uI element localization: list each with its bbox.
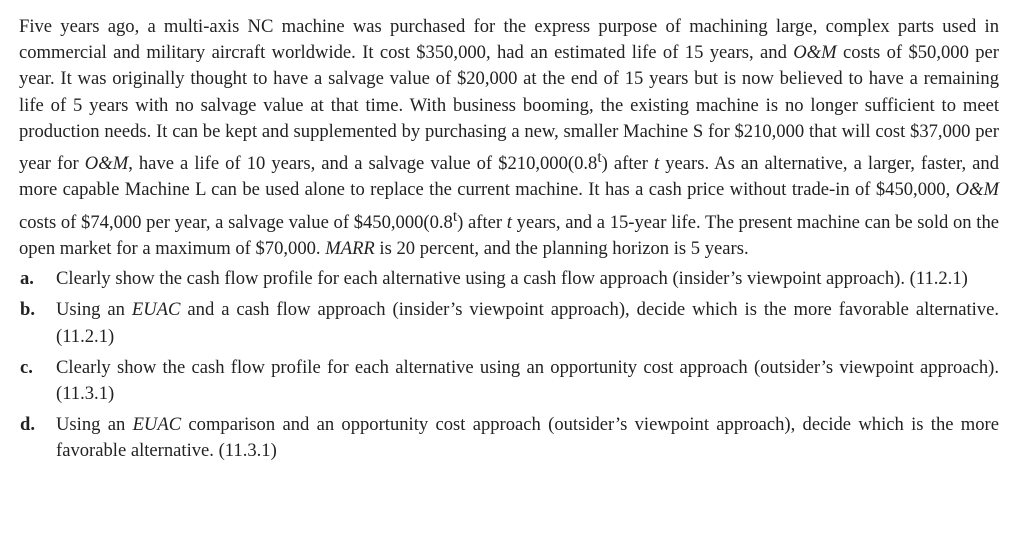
problem-text-9: is 20 percent, and the planning horizon is 5 years. — [374, 238, 749, 259]
marr-term: MARR — [325, 238, 375, 259]
problem-text-5: years. As an alternative, a larger, faster, and more capable Machine L can be used alone to replace the current machine. It has a cash price without trade-in of $450,000, — [19, 153, 1000, 201]
exponent-t: t — [452, 207, 458, 225]
euac-term: EUAC — [132, 414, 182, 436]
part-text: Clearly show the cash flow profile for each alternative using a cash flow approach (insider’s viewpoint approach). (11.2.1) — [56, 268, 968, 290]
part-text: Using an — [56, 299, 132, 321]
part-text-continued: and a cash flow approach (insider’s viewpoint approach), decide which is the more favorable alternative. (11.2.1) — [56, 299, 999, 347]
question-part-c — [19, 355, 999, 407]
part-letter: c. — [20, 356, 33, 378]
om-term: O&M — [84, 153, 129, 175]
problem-page — [19, 14, 999, 470]
variable-t: t — [506, 211, 512, 233]
problem-text-1: Five years ago, a multi-axis NC machine was purchased for the express purpose of machining large, complex parts used in commercial and military aircraft worldwide. It cost $350,000, had an estimated life of 15 years, and — [19, 16, 999, 64]
problem-statement — [19, 14, 999, 262]
question-part-b — [19, 297, 999, 349]
om-term: O&M — [955, 179, 999, 201]
part-text: Using an — [56, 414, 133, 436]
problem-text-3: , have a life of 10 years, and a salvage value of $210,000(0.8 — [128, 153, 598, 175]
part-letter: b. — [20, 299, 35, 321]
question-part-a — [19, 266, 999, 292]
om-term: O&M — [793, 42, 837, 64]
variable-t: t — [654, 153, 660, 175]
problem-text-2: costs of $50,000 per year. It was originally thought to have a salvage value of $20,000 at the end of 15 years but is now believed to have a remaining life of 5 years with no salvage value at that time. With business booming, the existing machine is no longer sufficient to meet production needs. It can be kept and supplemented by purchasing a new, smaller Machine S for $210,000 that will cost $37,000 per year for — [19, 42, 999, 175]
exponent-t: t — [597, 149, 602, 167]
problem-text-8: years, and a 15-year life. The present machine can be sold on the open market for a maximum of $70,000. — [19, 211, 999, 259]
part-text-continued: comparison and an opportunity cost approach (outsider’s viewpoint approach), decide which is the more favorable alternative. (11.3.1) — [56, 414, 999, 462]
euac-term: EUAC — [131, 299, 181, 321]
question-part-d — [19, 412, 999, 464]
problem-text-4: ) after — [601, 153, 655, 175]
problem-text-7: ) after — [457, 211, 507, 233]
part-letter: a. — [20, 268, 34, 290]
part-letter: d. — [20, 414, 35, 436]
question-parts — [19, 266, 999, 464]
part-text: Clearly show the cash flow profile for each alternative using an opportunity cost approach (outsider’s viewpoint approach). (11.3.1) — [56, 356, 999, 405]
problem-text-6: costs of $74,000 per year, a salvage value of $450,000(0.8 — [19, 211, 453, 233]
